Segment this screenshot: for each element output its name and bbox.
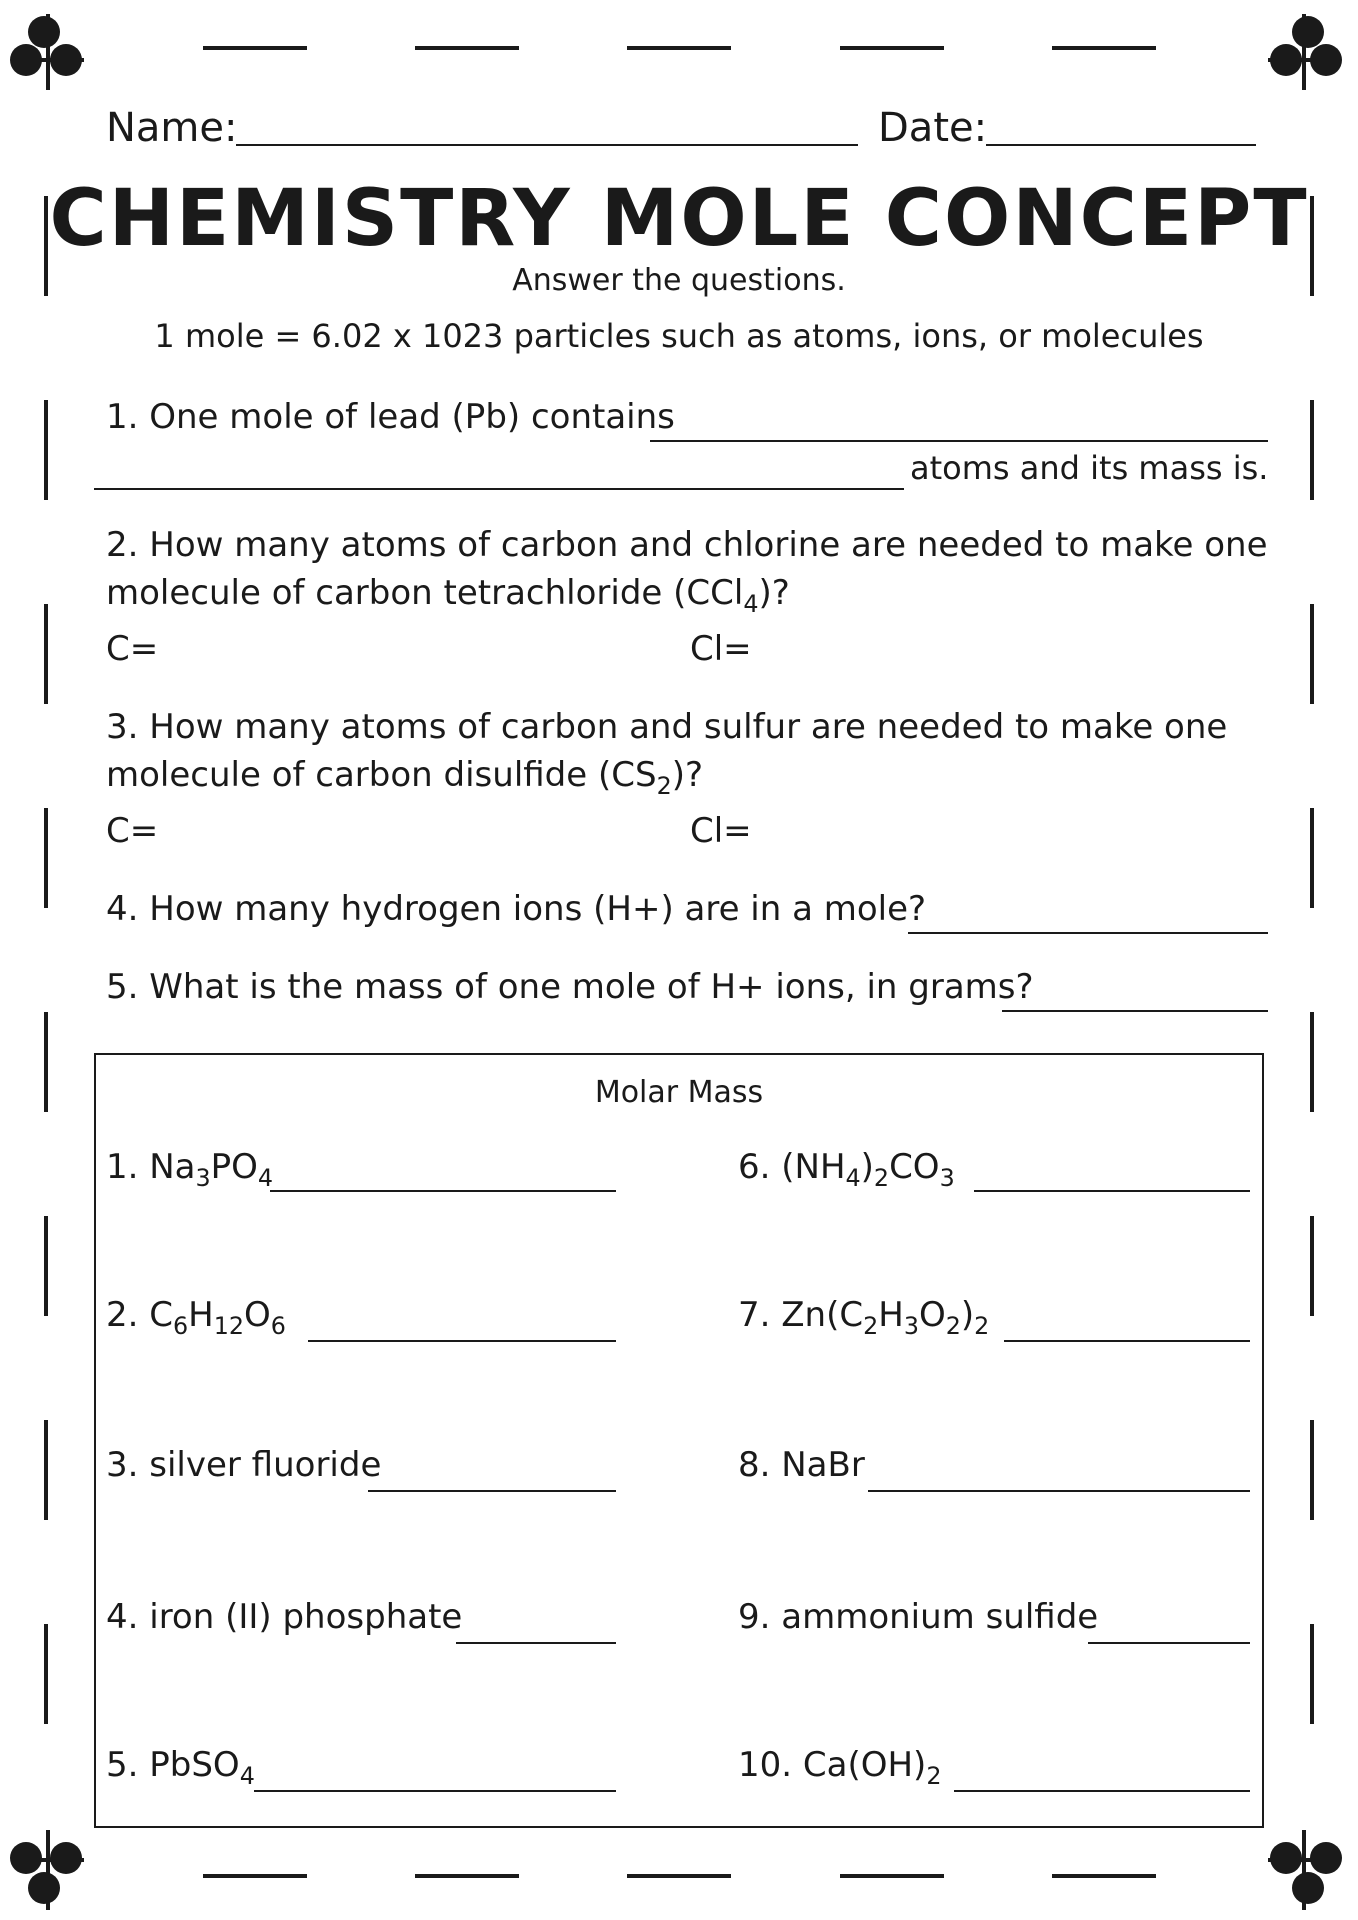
- name-label: Name:: [106, 105, 238, 151]
- question-2-line-1: 2. How many atoms of carbon and chlorine are needed to make one: [106, 525, 1268, 565]
- molar-item-9-answer-line[interactable]: [1088, 1642, 1250, 1644]
- question-4-text: 4. How many hydrogen ions (H+) are in a mole?: [106, 889, 927, 929]
- name-field[interactable]: [236, 144, 858, 146]
- date-field[interactable]: [986, 144, 1256, 146]
- question-2-line-2: molecule of carbon tetrachloride (CCl$_4$)?: [106, 573, 790, 618]
- question-1-answer-line-1[interactable]: [650, 440, 1268, 442]
- question-1-answer-line-2[interactable]: [94, 488, 904, 490]
- question-1-text: 1. One mole of lead (Pb) contains: [106, 397, 675, 437]
- molar-item-4: 4. iron (II) phosphate: [106, 1597, 463, 1637]
- molar-item-4-answer-line[interactable]: [456, 1642, 616, 1644]
- question-3-line-1: 3. How many atoms of carbon and sulfur are needed to make one: [106, 707, 1228, 747]
- instruction-text: Answer the questions.: [512, 263, 846, 298]
- molar-item-1: 1. $Na_3PO_4$: [106, 1147, 274, 1192]
- question-2-chlorine-label: Cl=: [690, 629, 752, 669]
- molar-item-5-answer-line[interactable]: [254, 1790, 616, 1792]
- mole-fact-text: 1 mole = 6.02 x 1023 particles such as atoms, ions, or molecules: [154, 317, 1204, 355]
- molecule-icon: [4, 1830, 84, 1910]
- molar-item-10-answer-line[interactable]: [954, 1790, 1250, 1792]
- molar-item-1-answer-line[interactable]: [270, 1190, 616, 1192]
- date-label: Date:: [878, 105, 988, 151]
- question-3-chlorine-label: Cl=: [690, 811, 752, 851]
- molar-item-3: 3. silver fluoride: [106, 1445, 382, 1485]
- question-5-text: 5. What is the mass of one mole of H+ ions, in grams?: [106, 967, 1034, 1007]
- molar-item-5: 5. PbSO$_4$: [106, 1745, 255, 1790]
- molar-item-7: 7. $Zn(C_2H_3O_2)_2$: [738, 1295, 990, 1340]
- question-1-tail-text: atoms and its mass is.: [910, 449, 1269, 487]
- molar-item-8-answer-line[interactable]: [868, 1490, 1250, 1492]
- molar-item-9: 9. ammonium sulfide: [738, 1597, 1099, 1637]
- molar-item-7-answer-line[interactable]: [1004, 1340, 1250, 1342]
- molar-item-2-answer-line[interactable]: [308, 1340, 616, 1342]
- question-4-answer-line[interactable]: [908, 932, 1268, 934]
- molar-item-6: 6. $(NH_4)_2CO_3$: [738, 1147, 955, 1192]
- molecule-icon: [1268, 10, 1348, 90]
- molar-item-3-answer-line[interactable]: [368, 1490, 616, 1492]
- molar-item-6-answer-line[interactable]: [974, 1190, 1250, 1192]
- subscript: 4: [743, 589, 759, 618]
- question-3-line-2: molecule of carbon disulfide $(CS_2)$?: [106, 755, 704, 800]
- question-3-carbon-label: C=: [106, 811, 159, 851]
- question-2-carbon-label: C=: [106, 629, 159, 669]
- molecule-icon: [4, 10, 84, 90]
- page-title: CHEMISTRY MOLE CONCEPT: [49, 174, 1309, 264]
- molar-mass-heading: Molar Mass: [594, 1075, 764, 1110]
- molar-item-8: 8. NaBr: [738, 1445, 865, 1485]
- subscript: 2: [656, 771, 672, 800]
- question-5-answer-line[interactable]: [1002, 1010, 1268, 1012]
- molecule-icon: [1268, 1830, 1348, 1910]
- molar-item-10: 10. $Ca(OH)_2$: [738, 1745, 942, 1790]
- molar-item-2: 2. $C_6H_{12}O_6$: [106, 1295, 286, 1340]
